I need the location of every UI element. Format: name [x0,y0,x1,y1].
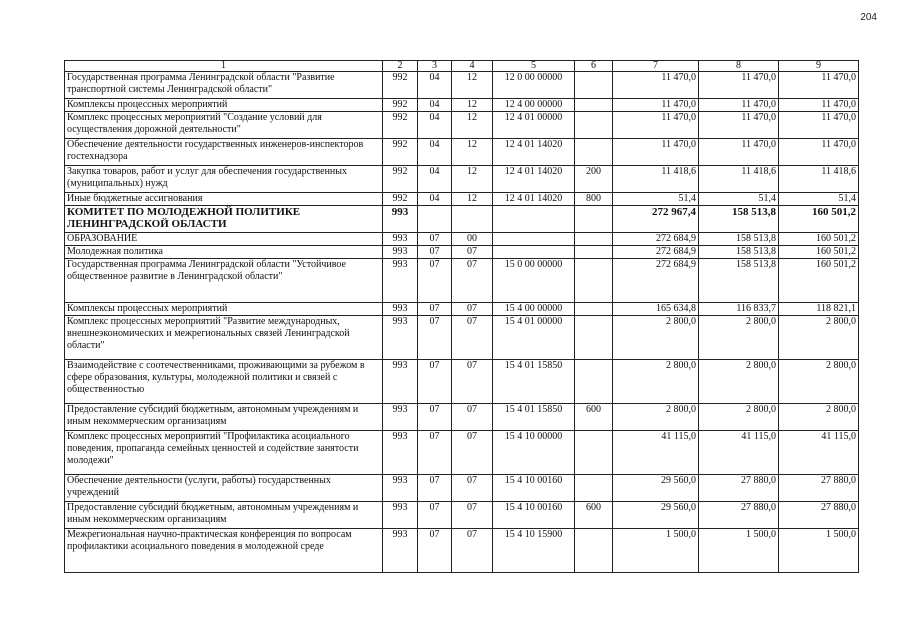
section-cell: 04 [418,112,452,139]
table-row [65,303,859,316]
amount-year1-cell: 29 560,0 [613,475,699,502]
target-article-cell: 12 0 00 00000 [493,72,575,99]
expense-type-cell [575,475,613,502]
amount-year1-cell: 165 634,8 [613,303,699,316]
target-article-cell: 15 4 00 00000 [493,303,575,316]
subsection-cell: 07 [452,529,493,573]
section-cell: 07 [418,316,452,360]
row-name-cell: Предоставление субсидий бюджетным, автономным учреждениям и иным некоммерческим организациям [65,502,383,529]
target-article-cell: 15 4 01 00000 [493,316,575,360]
target-article-cell: 12 4 01 14020 [493,139,575,166]
code-cell: 992 [383,112,418,139]
target-article-cell: 15 4 10 00160 [493,475,575,502]
target-article-cell [493,233,575,246]
amount-year1-cell: 11 470,0 [613,72,699,99]
table-row [65,502,859,529]
subsection-cell: 00 [452,233,493,246]
header-cell: 7 [613,61,699,72]
expense-type-cell [575,431,613,475]
amount-year3-cell: 160 501,2 [779,246,859,259]
amount-year2-cell: 1 500,0 [699,529,779,573]
amount-year1-cell: 1 500,0 [613,529,699,573]
amount-year3-cell: 160 501,2 [779,206,859,233]
header-cell: 3 [418,61,452,72]
amount-year2-cell: 27 880,0 [699,502,779,529]
row-name-cell: Комплексы процессных мероприятий [65,99,383,112]
amount-year1-cell: 272 684,9 [613,246,699,259]
row-name-cell: Комплекс процессных мероприятий "Развитие международных, внешнеэкономических и межрегиональных связей Ленинградской области" [65,316,383,360]
expense-type-cell [575,233,613,246]
expense-type-cell [575,259,613,303]
table-row [65,99,859,112]
subsection-cell: 07 [452,475,493,502]
amount-year1-cell: 11 470,0 [613,99,699,112]
code-cell: 993 [383,246,418,259]
table-row [65,139,859,166]
amount-year2-cell: 2 800,0 [699,360,779,404]
amount-year3-cell: 2 800,0 [779,360,859,404]
subsection-cell: 07 [452,502,493,529]
subsection-cell: 07 [452,246,493,259]
amount-year2-cell: 11 470,0 [699,72,779,99]
subsection-cell: 07 [452,360,493,404]
amount-year1-cell: 11 470,0 [613,139,699,166]
section-cell [418,206,452,233]
amount-year1-cell: 272 684,9 [613,233,699,246]
amount-year2-cell: 11 470,0 [699,112,779,139]
expense-type-cell [575,139,613,166]
budget-table [64,60,859,573]
amount-year3-cell: 27 880,0 [779,475,859,502]
code-cell: 993 [383,206,418,233]
code-cell: 993 [383,502,418,529]
code-cell: 993 [383,316,418,360]
subsection-cell: 07 [452,303,493,316]
header-cell: 5 [493,61,575,72]
expense-type-cell [575,529,613,573]
section-cell: 04 [418,166,452,193]
subsection-cell: 12 [452,72,493,99]
expense-type-cell: 200 [575,166,613,193]
section-cell: 07 [418,475,452,502]
amount-year2-cell: 116 833,7 [699,303,779,316]
amount-year2-cell: 27 880,0 [699,475,779,502]
expense-type-cell: 800 [575,193,613,206]
expense-type-cell [575,99,613,112]
row-name-cell: Межрегиональная научно-практическая конференция по вопросам профилактики асоциального поведения в молодежной среде [65,529,383,573]
amount-year2-cell: 158 513,8 [699,259,779,303]
header-cell: 4 [452,61,493,72]
amount-year2-cell: 158 513,8 [699,206,779,233]
target-article-cell: 15 4 10 00000 [493,431,575,475]
table-row [65,316,859,360]
amount-year2-cell: 2 800,0 [699,316,779,360]
amount-year1-cell: 41 115,0 [613,431,699,475]
table-row [65,193,859,206]
target-article-cell: 15 0 00 00000 [493,259,575,303]
amount-year2-cell: 2 800,0 [699,404,779,431]
section-cell: 07 [418,404,452,431]
table-row [65,529,859,573]
expense-type-cell: 600 [575,502,613,529]
subsection-cell: 07 [452,431,493,475]
expense-type-cell [575,360,613,404]
row-name-cell: Государственная программа Ленинградской области "Устойчивое общественное развитие в Ленинградской области" [65,259,383,303]
amount-year1-cell: 272 967,4 [613,206,699,233]
code-cell: 993 [383,404,418,431]
row-name-cell: Комплексы процессных мероприятий [65,303,383,316]
section-cell: 07 [418,502,452,529]
code-cell: 992 [383,166,418,193]
amount-year3-cell: 27 880,0 [779,502,859,529]
amount-year3-cell: 11 470,0 [779,72,859,99]
section-cell: 07 [418,529,452,573]
amount-year1-cell: 11 470,0 [613,112,699,139]
code-cell: 993 [383,360,418,404]
subsection-cell: 12 [452,99,493,112]
row-name-cell: ОБРАЗОВАНИЕ [65,233,383,246]
expense-type-cell [575,316,613,360]
amount-year1-cell: 2 800,0 [613,360,699,404]
amount-year3-cell: 51,4 [779,193,859,206]
header-cell: 1 [65,61,383,72]
target-article-cell [493,206,575,233]
subsection-cell: 12 [452,112,493,139]
section-cell: 04 [418,99,452,112]
amount-year3-cell: 118 821,1 [779,303,859,316]
target-article-cell: 15 4 10 15900 [493,529,575,573]
amount-year3-cell: 160 501,2 [779,259,859,303]
amount-year1-cell: 29 560,0 [613,502,699,529]
amount-year2-cell: 158 513,8 [699,233,779,246]
row-name-cell: Комплекс процессных мероприятий "Профилактика асоциального поведения, пропаганда семейных ценностей и содействие занятости молодежи" [65,431,383,475]
table-row [65,404,859,431]
row-name-cell: КОМИТЕТ ПО МОЛОДЕЖНОЙ ПОЛИТИКЕ ЛЕНИНГРАДСКОЙ ОБЛАСТИ [65,206,383,233]
subsection-cell [452,206,493,233]
amount-year1-cell: 272 684,9 [613,259,699,303]
header-cell: 9 [779,61,859,72]
amount-year2-cell: 158 513,8 [699,246,779,259]
row-name-cell: Обеспечение деятельности (услуги, работы) государственных учреждений [65,475,383,502]
amount-year2-cell: 51,4 [699,193,779,206]
expense-type-cell [575,72,613,99]
section-cell: 07 [418,233,452,246]
amount-year3-cell: 2 800,0 [779,404,859,431]
amount-year3-cell: 11 470,0 [779,99,859,112]
amount-year1-cell: 51,4 [613,193,699,206]
code-cell: 992 [383,193,418,206]
section-cell: 04 [418,72,452,99]
subsection-cell: 07 [452,404,493,431]
subsection-cell: 07 [452,259,493,303]
header-cell: 8 [699,61,779,72]
section-cell: 07 [418,303,452,316]
subsection-cell: 12 [452,139,493,166]
row-name-cell: Предоставление субсидий бюджетным, автономным учреждениям и иным некоммерческим организациям [65,404,383,431]
amount-year1-cell: 2 800,0 [613,316,699,360]
amount-year3-cell: 11 470,0 [779,139,859,166]
target-article-cell: 15 4 01 15850 [493,404,575,431]
expense-type-cell: 600 [575,404,613,431]
subsection-cell: 12 [452,193,493,206]
row-name-cell: Взаимодействие с соотечественниками, проживающими за рубежом в сфере образования, культуры, молодежной политики и связей с общественностью [65,360,383,404]
row-name-cell: Иные бюджетные ассигнования [65,193,383,206]
target-article-cell: 15 4 01 15850 [493,360,575,404]
expense-type-cell [575,303,613,316]
code-cell: 993 [383,431,418,475]
amount-year3-cell: 1 500,0 [779,529,859,573]
code-cell: 993 [383,259,418,303]
section-cell: 07 [418,431,452,475]
amount-year2-cell: 11 470,0 [699,99,779,112]
amount-year1-cell: 11 418,6 [613,166,699,193]
code-cell: 992 [383,139,418,166]
amount-year1-cell: 2 800,0 [613,404,699,431]
section-cell: 04 [418,139,452,166]
table-row [65,259,859,303]
code-cell: 993 [383,475,418,502]
table-row [65,360,859,404]
amount-year2-cell: 41 115,0 [699,431,779,475]
row-name-cell: Закупка товаров, работ и услуг для обеспечения государственных (муниципальных) нужд [65,166,383,193]
table-row [65,246,859,259]
row-name-cell: Обеспечение деятельности государственных инженеров-инспекторов гостехнадзора [65,139,383,166]
header-cell: 6 [575,61,613,72]
amount-year3-cell: 11 418,6 [779,166,859,193]
target-article-cell: 15 4 10 00160 [493,502,575,529]
expense-type-cell [575,206,613,233]
expense-type-cell [575,246,613,259]
expense-type-cell [575,112,613,139]
row-name-cell: Молодежная политика [65,246,383,259]
amount-year2-cell: 11 418,6 [699,166,779,193]
amount-year2-cell: 11 470,0 [699,139,779,166]
code-cell: 992 [383,72,418,99]
table-row [65,233,859,246]
header-cell: 2 [383,61,418,72]
amount-year3-cell: 11 470,0 [779,112,859,139]
table-row [65,112,859,139]
amount-year3-cell: 2 800,0 [779,316,859,360]
section-cell: 07 [418,259,452,303]
target-article-cell: 12 4 01 14020 [493,166,575,193]
table-row [65,166,859,193]
section-cell: 07 [418,246,452,259]
table-row [65,206,859,233]
row-name-cell: Государственная программа Ленинградской области "Развитие транспортной системы Ленинградской области" [65,72,383,99]
table-row [65,72,859,99]
page-number: 204 [860,12,877,23]
section-cell: 04 [418,193,452,206]
subsection-cell: 07 [452,316,493,360]
target-article-cell: 12 4 00 00000 [493,99,575,112]
section-cell: 07 [418,360,452,404]
target-article-cell: 12 4 01 00000 [493,112,575,139]
target-article-cell [493,246,575,259]
target-article-cell: 12 4 01 14020 [493,193,575,206]
code-cell: 993 [383,233,418,246]
subsection-cell: 12 [452,166,493,193]
table-row [65,431,859,475]
amount-year3-cell: 160 501,2 [779,233,859,246]
code-cell: 993 [383,529,418,573]
amount-year3-cell: 41 115,0 [779,431,859,475]
code-cell: 992 [383,99,418,112]
table-row [65,475,859,502]
row-name-cell: Комплекс процессных мероприятий "Создание условий для осуществления дорожной деятельности" [65,112,383,139]
table-header-row [65,61,859,72]
code-cell: 993 [383,303,418,316]
